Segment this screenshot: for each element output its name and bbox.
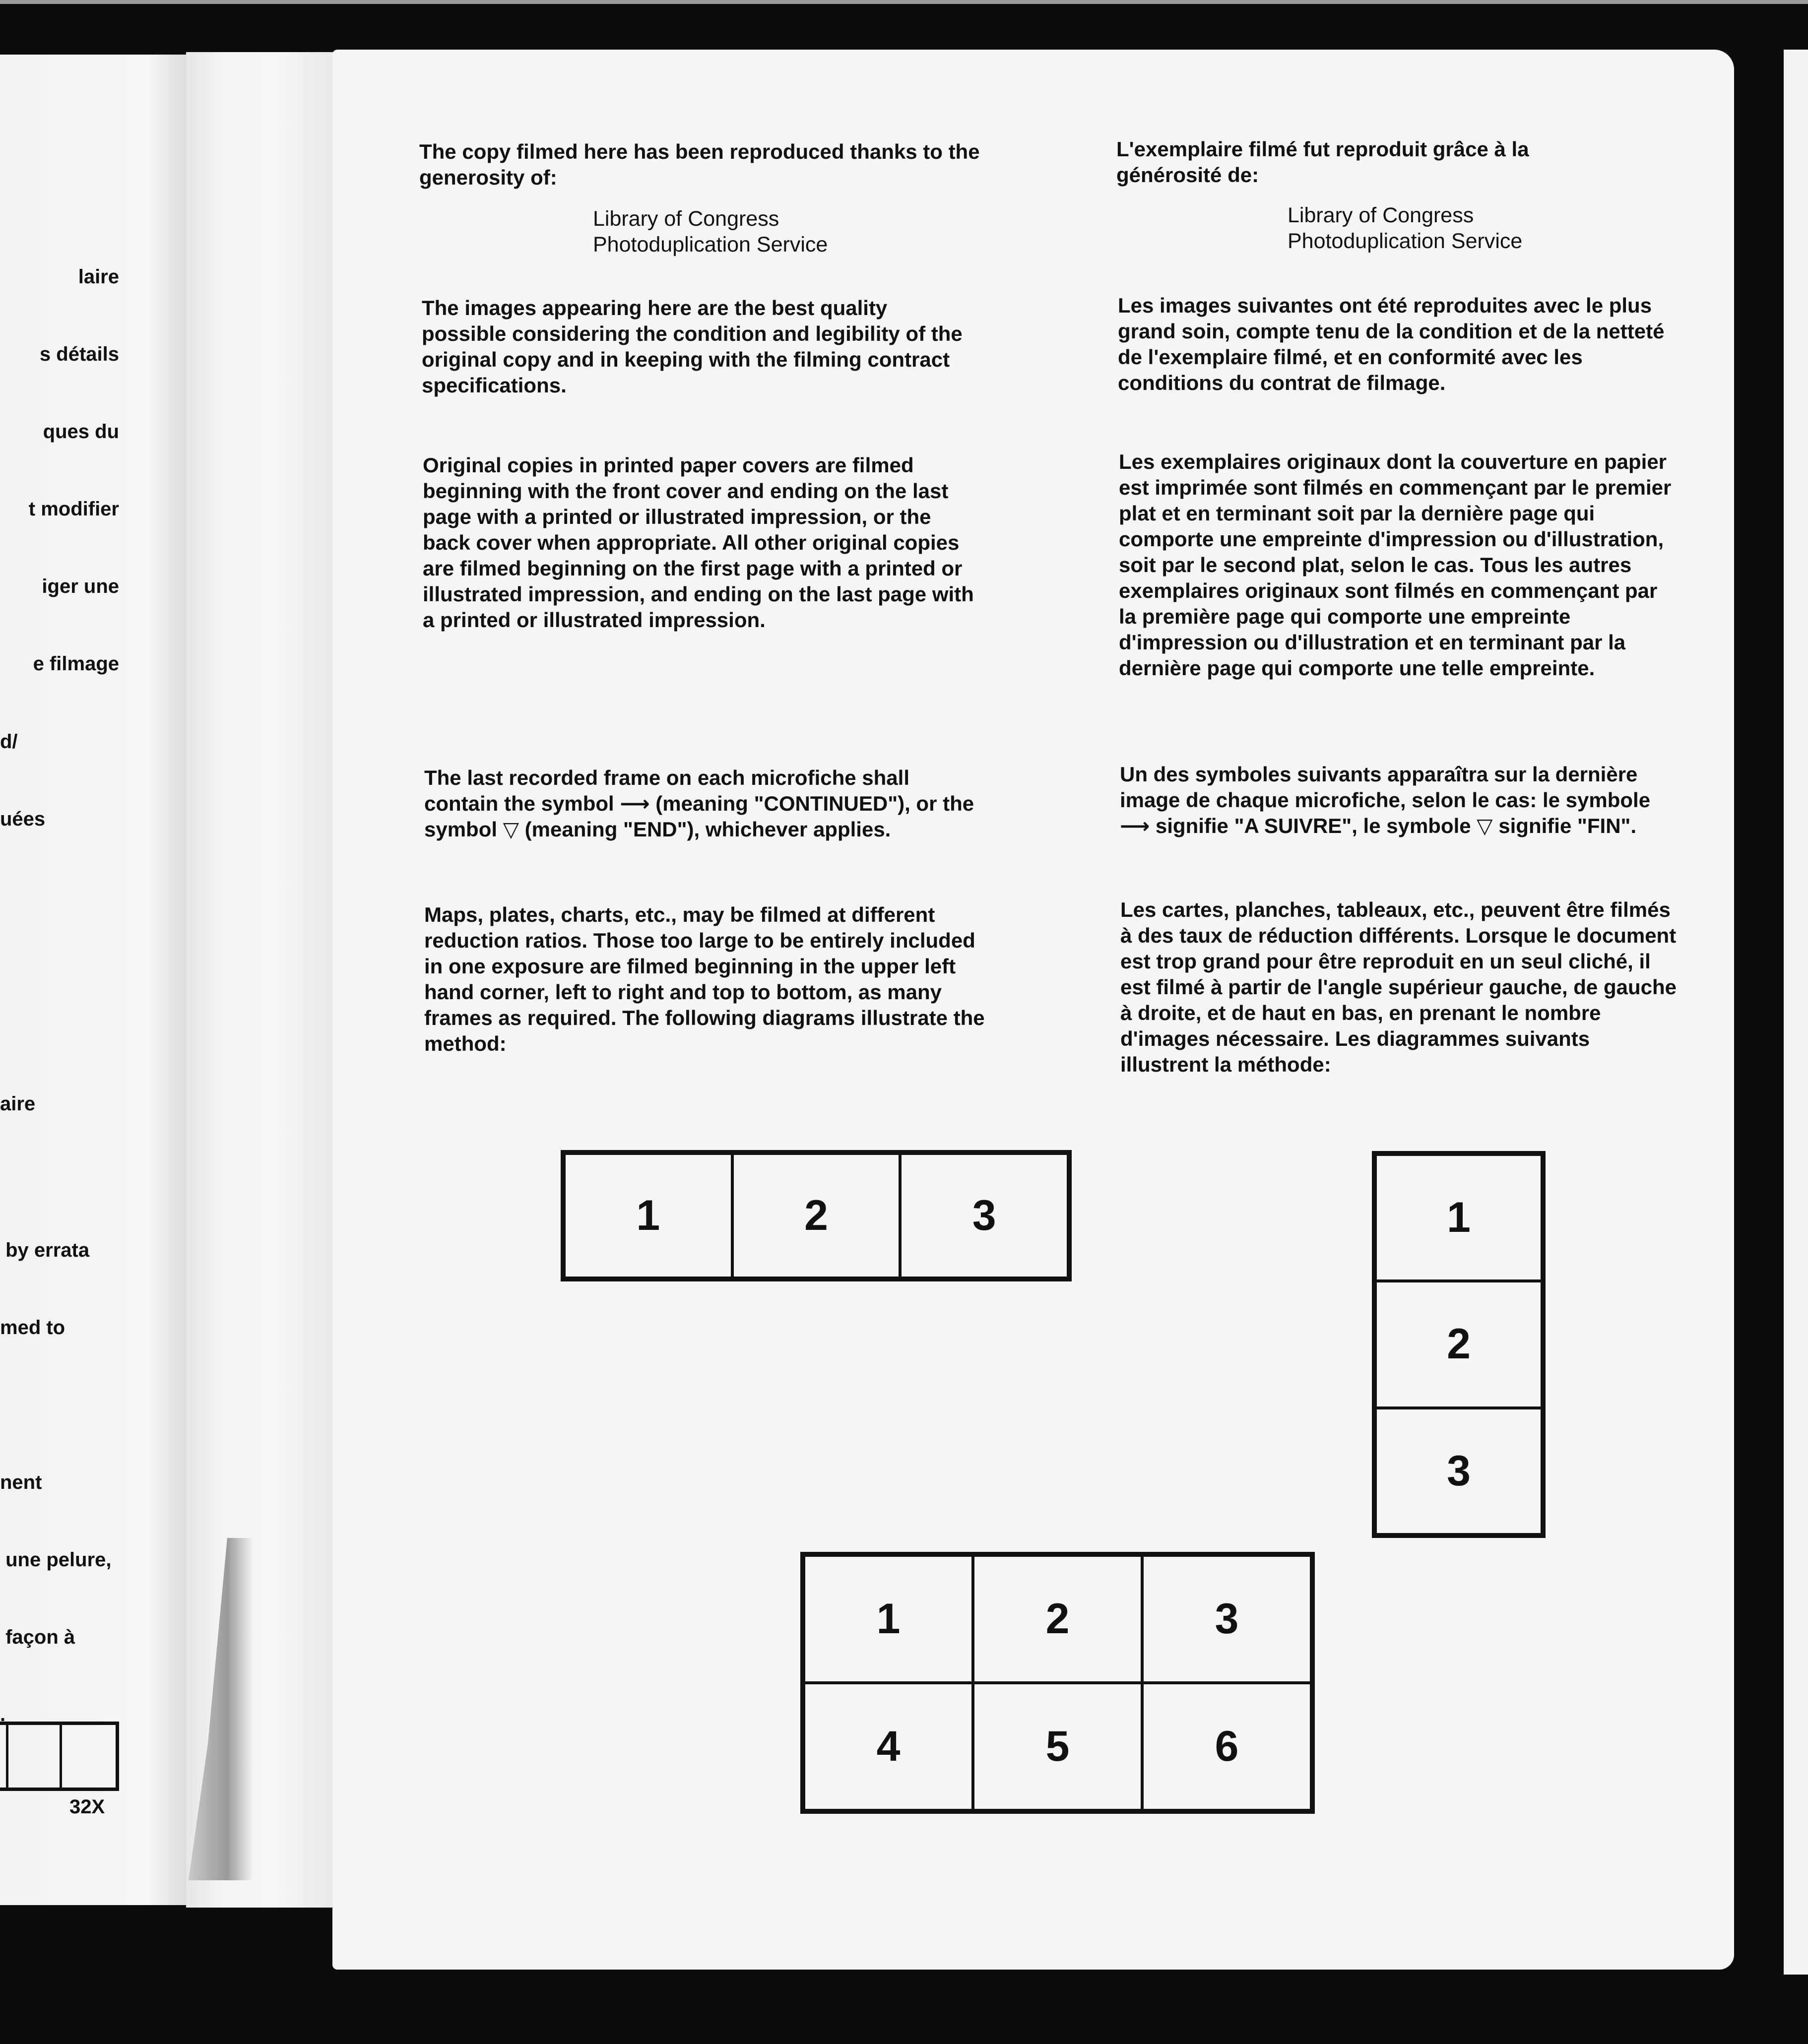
reduction-scale-box — [0, 1722, 119, 1791]
english-symbols-paragraph: The last recorded frame on each microfiche shall contain the symbol ⟶ (meaning "CONTINUED"), or the symbol ▽ (meaning "END"), whichever applies. — [424, 766, 974, 841]
french-covers-paragraph: Les exemplaires originaux dont la couverture en papier est imprimée sont filmés en commençant par le premier plat et en terminant soit par la dernière page qui comporte une empreinte d'impression ou d'illustration, soit par le second plat, selon le cas. Tous les autres exemplaires originaux sont filmés en commençant par la première page qui comporte une empreinte d'impression ou d'illustration et en terminant par la dernière page qui comporte une telle empreinte. — [1119, 450, 1672, 680]
fragment-line: laire — [78, 266, 119, 288]
english-maps-paragraph: Maps, plates, charts, etc., may be filmed at different reduction ratios. Those too large to be entirely included in one exposure are filmed beginning in the upper left hand corner, left to right and top to bottom, as many frames as required. The following diagrams illustrate the method: — [424, 903, 985, 1055]
frame-cell: 6 — [1142, 1683, 1311, 1810]
frame-cell: 4 — [804, 1683, 973, 1810]
scale-cell — [60, 1725, 62, 1788]
frame-cell: 3 — [1142, 1555, 1311, 1683]
scale-cell — [6, 1725, 8, 1788]
fragment-line: e filmage — [33, 653, 119, 675]
fragment-line: . — [0, 1704, 6, 1725]
fragment-line: uées — [0, 808, 46, 830]
english-quality-paragraph: The images appearing here are the best quality possible considering the condition and legibility of the original copy and in keeping with the filming contract specifications. — [422, 296, 963, 397]
fragment-line: façon à — [0, 1626, 75, 1648]
fragment-line: t modifier — [28, 498, 119, 520]
fragment-line: nent — [0, 1471, 42, 1493]
horizontal-frame-diagram — [561, 1150, 1072, 1281]
french-intro: L'exemplaire filmé fut reproduit grâce à la générosité de: — [1116, 137, 1529, 187]
frame-cell: 2 — [732, 1153, 901, 1278]
left-fragment-block-1 — [0, 212, 119, 703]
frame-cell: 1 — [804, 1555, 973, 1683]
fragment-line: s détails — [39, 343, 119, 365]
frame-cell: 1 — [1375, 1154, 1542, 1281]
reduction-label: 32X — [69, 1796, 105, 1818]
frame-cell: 3 — [1375, 1408, 1542, 1534]
french-symbols-paragraph: Un des symboles suivants apparaîtra sur la dernière image de chaque microfiche, selon le cas: le symbole ⟶ signifie "A SUIVRE", le symbole ▽ signifie "FIN". — [1120, 763, 1651, 837]
vertical-frame-diagram — [1372, 1151, 1546, 1538]
grid-frame-diagram — [800, 1552, 1315, 1814]
frame-cell: 2 — [1375, 1281, 1542, 1407]
frame-cell: 3 — [900, 1153, 1068, 1278]
fragment-line: ques du — [43, 421, 119, 443]
frame-cell: 5 — [973, 1683, 1142, 1810]
english-covers-paragraph: Original copies in printed paper covers are filmed beginning with the front cover and ending on the last page with a printed or illustrated impression, or the back cover when appropriate. All other original copies are filmed beginning on the first page with a printed or illustrated impression, and ending on the last page with a printed or illustrated impression. — [423, 453, 974, 632]
left-fragment-block-2 — [0, 677, 45, 858]
right-page-edge — [1784, 50, 1808, 1975]
library-name: Library of Congress — [1288, 203, 1474, 227]
fragment-line: by errata — [0, 1239, 90, 1261]
library-service: Photoduplication Service — [593, 233, 828, 256]
english-intro: The copy filmed here has been reproduced thanks to the generosity of: — [419, 140, 980, 189]
fragment-line: iger une — [42, 575, 119, 597]
french-library — [1288, 202, 1522, 254]
frame-cell: 2 — [973, 1555, 1142, 1683]
left-fragment-block-3 — [0, 1039, 35, 1143]
page-gutter — [186, 52, 335, 1908]
fragment-line — [0, 1392, 112, 1418]
french-maps-paragraph: Les cartes, planches, tableaux, etc., peuvent être filmés à des taux de réduction différents. Lorsque le document est trop grand pour être reproduit en un seul cliché, il est filmé à partir de l'angle supérieur gauche, de gauche à droite, et de haut en bas, en prenant le nombre d'images nécessaire. Les diagrammes suivants illustrent la méthode: — [1120, 898, 1677, 1076]
fragment-line: med to — [0, 1317, 65, 1339]
frame-cell: 1 — [564, 1153, 732, 1278]
english-library — [593, 206, 828, 257]
top-edge — [0, 0, 1808, 4]
library-service: Photoduplication Service — [1288, 229, 1523, 253]
library-name: Library of Congress — [593, 207, 779, 231]
left-fragment-block-4 — [0, 1186, 112, 1753]
french-quality-paragraph: Les images suivantes ont été reproduites avec le plus grand soin, compte tenu de la condition et de la netteté de l'exemplaire filmé, et en conformité avec les conditions du contrat de filmage. — [1118, 294, 1665, 394]
fragment-line: une pelure, — [0, 1549, 112, 1571]
fragment-line: d/ — [0, 731, 18, 753]
fragment-line: aire — [0, 1093, 36, 1115]
